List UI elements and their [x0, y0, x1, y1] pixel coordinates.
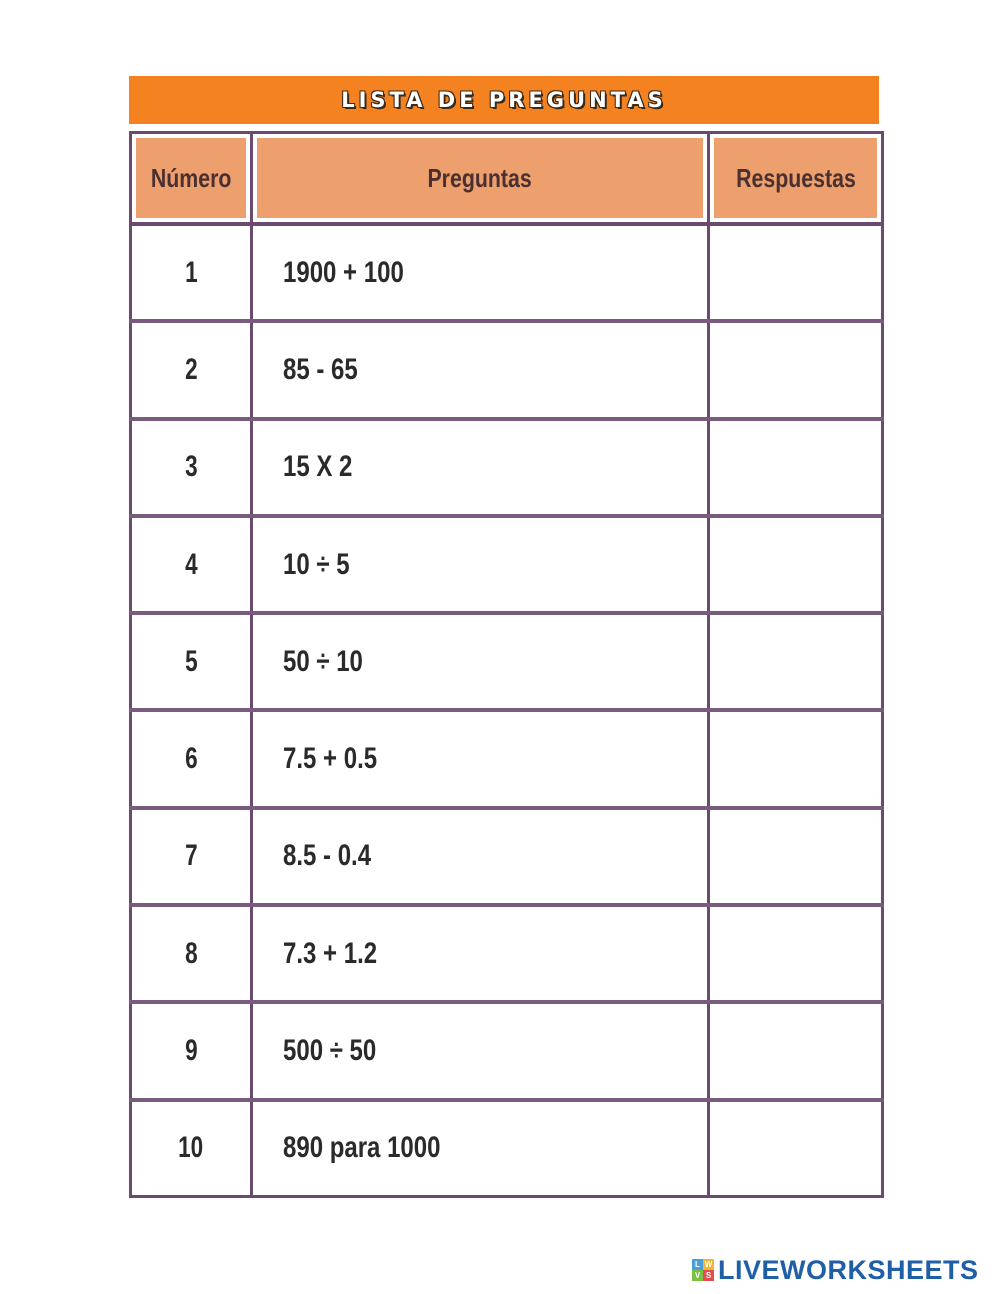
- row-question: 890 para 1000: [252, 1100, 709, 1197]
- answer-field[interactable]: [709, 905, 883, 1002]
- row-number: 5: [131, 613, 252, 710]
- row-question: 1900 + 100: [252, 224, 709, 321]
- table-row: [131, 613, 883, 710]
- answer-field[interactable]: [709, 808, 883, 905]
- table-row: [131, 905, 883, 1002]
- answer-field[interactable]: [709, 419, 883, 516]
- row-number: 7: [131, 808, 252, 905]
- answer-field[interactable]: [709, 710, 883, 807]
- answer-field[interactable]: [709, 224, 883, 321]
- table-header-row: [131, 133, 883, 225]
- row-question: 85 - 65: [252, 321, 709, 418]
- row-question: 15 X 2: [252, 419, 709, 516]
- table-row: [131, 710, 883, 807]
- answer-field[interactable]: [709, 613, 883, 710]
- table-row: [131, 808, 883, 905]
- liveworksheets-logo: [692, 1256, 979, 1284]
- table-row: [131, 321, 883, 418]
- table-row: [131, 224, 883, 321]
- row-question: 7.5 + 0.5: [252, 710, 709, 807]
- row-number: 4: [131, 516, 252, 613]
- answer-field[interactable]: [709, 1100, 883, 1197]
- answer-field[interactable]: [709, 1002, 883, 1099]
- table-row: [131, 1002, 883, 1099]
- row-number: 6: [131, 710, 252, 807]
- banner-title: LISTA DE PREGUNTAS: [341, 88, 667, 112]
- table-row: [131, 516, 883, 613]
- header-question: Preguntas: [252, 133, 709, 225]
- table-row: [131, 419, 883, 516]
- row-question: 50 ÷ 10: [252, 613, 709, 710]
- header-answer: Respuestas: [709, 133, 883, 225]
- row-question: 500 ÷ 50: [252, 1002, 709, 1099]
- header-number: Número: [131, 133, 252, 225]
- row-number: 1: [131, 224, 252, 321]
- row-number: 2: [131, 321, 252, 418]
- questions-table: [129, 131, 884, 1198]
- row-number: 8: [131, 905, 252, 1002]
- row-number: 3: [131, 419, 252, 516]
- row-number: 9: [131, 1002, 252, 1099]
- liveworksheets-blocks-icon: L W V S: [692, 1259, 714, 1281]
- table-row: [131, 1100, 883, 1197]
- row-question: 8.5 - 0.4: [252, 808, 709, 905]
- logo-text: LIVEWORKSHEETS: [718, 1254, 979, 1285]
- title-banner: [129, 76, 879, 124]
- row-number: 10: [131, 1100, 252, 1197]
- row-question: 10 ÷ 5: [252, 516, 709, 613]
- answer-field[interactable]: [709, 321, 883, 418]
- answer-field[interactable]: [709, 516, 883, 613]
- row-question: 7.3 + 1.2: [252, 905, 709, 1002]
